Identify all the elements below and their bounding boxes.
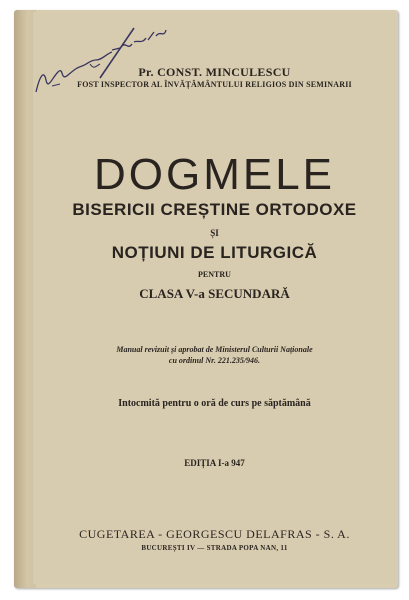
manual-approval-line-1: Manual revizuit și aprobat de Ministerul Culturii Naționale [116,345,313,354]
pentru-label: PENTRU [198,270,231,279]
subtitle-line-2: NOȚIUNI DE LITURGICĂ [111,243,318,262]
edition-line: EDIȚIA I-a 947 [184,458,245,468]
book-title: DOGMELE [93,150,336,199]
subtitle-line-1: BISERICII CREȘTINE ORTODOXE [72,200,357,219]
conjunction: ȘI [210,228,219,238]
author-name: Pr. CONST. MINCULESCU [138,65,291,79]
class-line: CLASA V-a SECUNDARĂ [139,286,290,301]
publisher-address: BUCUREȘTI IV — STRADA POPA NAN, 11 [141,544,288,552]
prepared-for-line: Intocmită pentru o oră de curs pe săptămână [118,398,311,409]
manual-approval-line-2: cu ordinul Nr. 221.235/946. [168,356,261,365]
author-role: FOST INSPECTOR AL ÎNVĂȚĂMÂNTULUI RELIGIOS DIN SEMINARII [77,80,352,89]
publisher-name: CUGETAREA - GEORGESCU DELAFRAS - S. A. [79,527,350,541]
